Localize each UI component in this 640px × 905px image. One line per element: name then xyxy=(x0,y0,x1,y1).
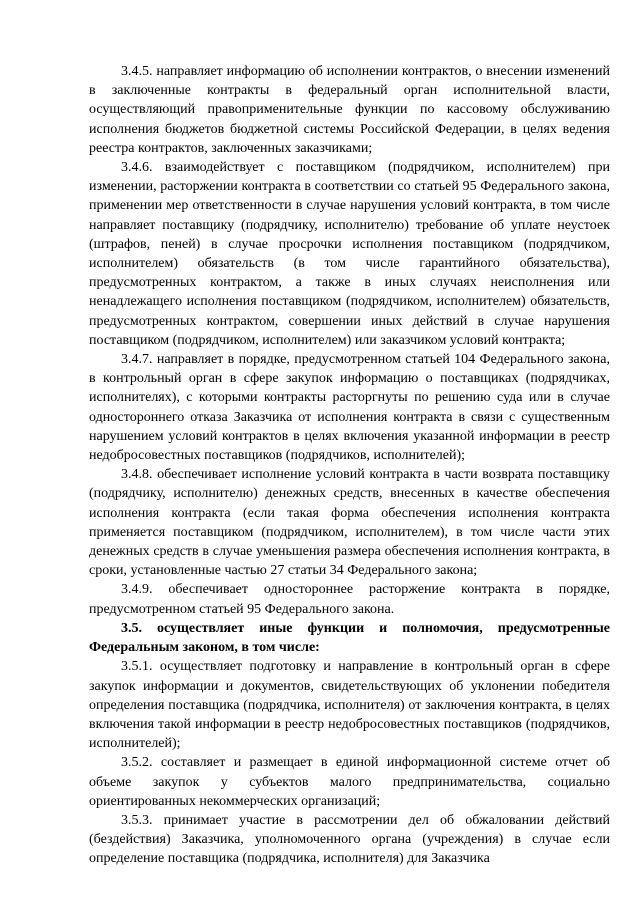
paragraph-3-4-7: 3.4.7. направляет в порядке, предусмотренном статьей 104 Федерального закона, в контрольный орган в сфере закупок информацию о поставщиках (подрядчиках, исполнителях), с которыми контракты расторгнуты по решению суда или в случае одностороннего отказа Заказчика от исполнения контракта в связи с существенным нарушением условий контрактов в целях включения указанной информации в реестр недобросовестных поставщиков (подрядчиков, исполнителей); xyxy=(89,352,610,464)
paragraph-3-5-2: 3.5.2. составляет и размещает в единой информационной системе отчет об объеме закупок у субъектов малого предпринимательства, социально ориентированных некоммерческих организаций; xyxy=(89,755,610,809)
paragraph-3-4-5: 3.4.5. направляет информацию об исполнении контрактов, о внесении изменений в заключенные контракты в федеральный орган исполнительной власти, осуществляющий правоприменительные функции по кассовому обслуживанию исполнения бюджетов бюджетной системы Российской Федерации, в целях ведения реестра контрактов, заключенных заказчиками; xyxy=(89,64,610,156)
section-heading-3-5: 3.5. осуществляет иные функции и полномочия, предусмотренные Федеральным законом, в том числе: xyxy=(89,620,610,656)
paragraph-3-5-3: 3.5.3. принимает участие в рассмотрении дел об обжаловании действий (бездействия) Заказчика, уполномоченного органа (учреждения) в случае если определение поставщика (подрядчика, исполнителя) для Заказчика xyxy=(89,812,610,867)
paragraph-3-4-8: 3.4.8. обеспечивает исполнение условий контракта в части возврата поставщику (подрядчику, исполнителю) денежных средств, внесенных в качестве обеспечения исполнения контракта (если такая форма обеспечения исполнения контракта применяется поставщиком (подрядчиком, исполнителем), в том числе части этих денежных средств в случае уменьшения размера обеспечения исполнения контракта, в сроки, установленные частью 27 статьи 34 Федерального закона; xyxy=(89,467,610,579)
paragraph-3-4-6: 3.4.6. взаимодействует с поставщиком (подрядчиком, исполнителем) при изменении, расторжении контракта в соответствии со статьей 95 Федерального закона, применении мер ответственности в случае нарушения условий контракта, в том числе направляет поставщику (подрядчику, исполнителю) требование об уплате неустоек (штрафов, пеней) в случае просрочки исполнения поставщиком (подрядчиком, исполнителем) обязательств (в том числе гарантийного обязательства), предусмотренных контрактом, а также в иных случаях неисполнения или ненадлежащего исполнения поставщиком (подрядчиком, исполнителем) обязательств, предусмотренных контрактом, совершении иных действий в случае нарушения поставщиком (подрядчиком, исполнителем) или заказчиком условий контракта; xyxy=(89,160,610,348)
paragraph-3-5-1: 3.5.1. осуществляет подготовку и направление в контрольный орган в сфере закупок информации и документов, свидетельствующих об уклонении победителя определения поставщика (подрядчика, исполнителя) от заключения контракта, в целях включения такой информации в реестр недобросовестных поставщиков (подрядчиков, исполнителей); xyxy=(89,659,610,752)
paragraph-3-4-9: 3.4.9. обеспечивает одностороннее расторжение контракта в порядке, предусмотренном статьей 95 Федерального закона. xyxy=(89,582,610,617)
